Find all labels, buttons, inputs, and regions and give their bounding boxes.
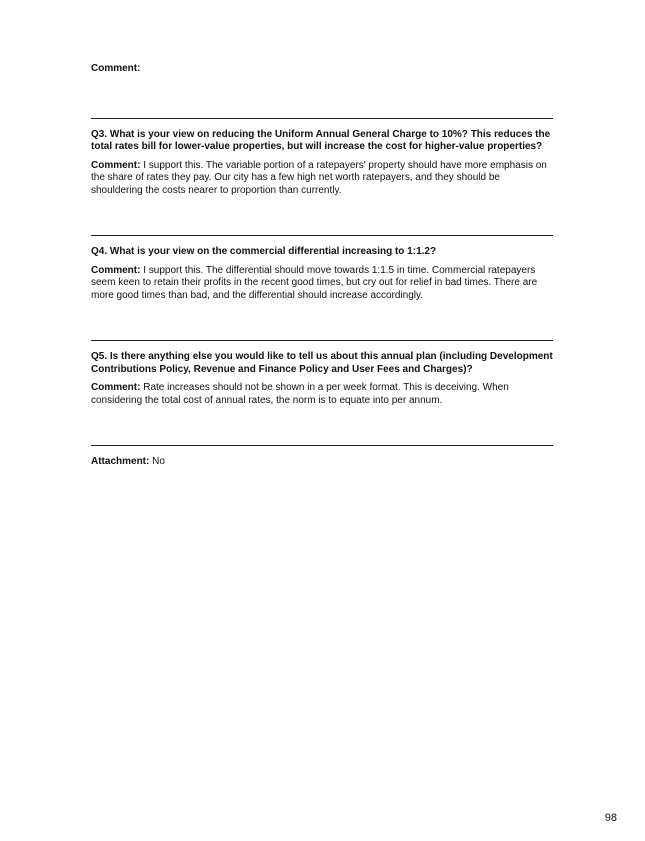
question-block-q5	[91, 351, 553, 407]
comment-label: Comment:	[91, 382, 141, 393]
comment-text: I support this. The differential should move towards 1:1.5 in time. Commercial ratepayers seem keen to retain their profits in the recent good times, but cry out for relief in bad times. There are more good times than bad, and the differential should increase accordingly.	[91, 264, 538, 301]
comment-paragraph	[91, 382, 553, 407]
attachment-line	[91, 456, 553, 469]
comment-label: Comment:	[91, 159, 141, 171]
question-block-q3	[91, 129, 553, 198]
comment-text: I support this. The variable portion of a ratepayers' property should have more emphasis on the share of rates they pay. Our city has a few high net worth ratepayers, and they should be shouldering the costs nearer to proportion than currently.	[91, 159, 547, 196]
comment-paragraph	[91, 160, 553, 198]
comment-text: Rate increases should not be shown in a per week format. This is deceiving. When considering the total cost of annual rates, the norm is to equate into per annum.	[91, 382, 509, 406]
attachment-label: Attachment:	[91, 456, 150, 467]
question-block-q4	[91, 246, 553, 302]
submission-content	[91, 63, 553, 469]
question-text: Q3. What is your view on reducing the Uniform Annual General Charge to 10%? This reduces the total rates bill for lower-value properties, but will increase the cost for higher-value properties?	[91, 128, 551, 152]
question-text: Q4. What is your view on the commercial differential increasing to 1:1.2?	[91, 246, 437, 257]
page-number: 98	[604, 812, 617, 824]
comment-label-top: Comment:	[91, 63, 141, 74]
comment-paragraph	[91, 265, 553, 303]
attachment-value: No	[149, 456, 165, 467]
question-text: Q5. Is there anything else you would like to tell us about this annual plan (including Development Contributions Policy, Revenue and Finance Policy and User Fees and Charges)?	[91, 351, 553, 375]
comment-label: Comment:	[91, 264, 141, 276]
